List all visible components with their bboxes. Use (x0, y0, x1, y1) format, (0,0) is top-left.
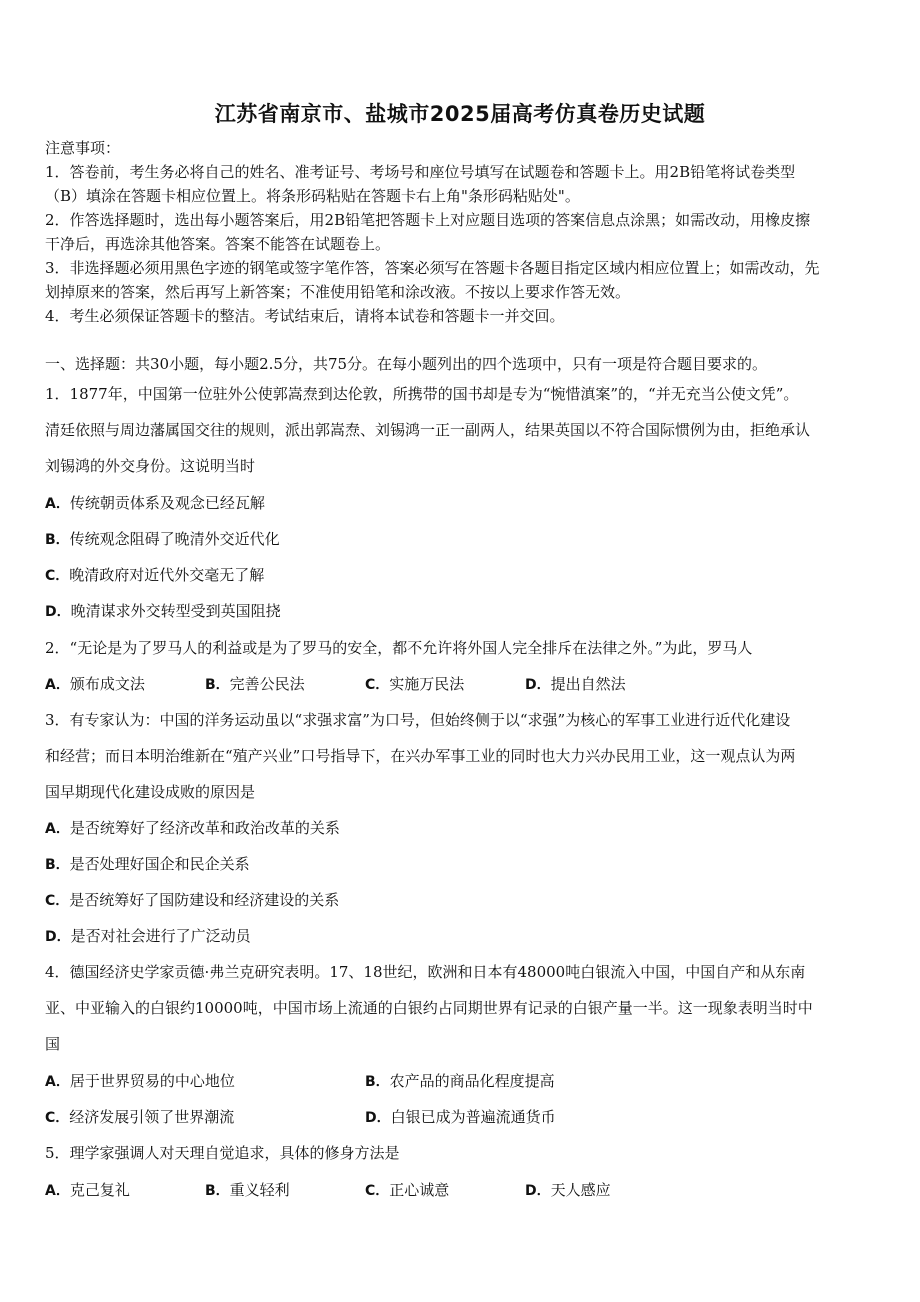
option-a[interactable] (45, 672, 145, 697)
option-c[interactable] (365, 1178, 449, 1203)
question-stem-line: 刘锡鸿的外交身份。这说明当时 (45, 457, 256, 475)
option-label: D． (525, 677, 551, 693)
option-text: 是否处理好国企和民企关系 (69, 855, 250, 873)
option-label: D． (365, 1110, 391, 1126)
option-d[interactable] (365, 1105, 556, 1130)
question-stem-line: 2．“无论是为了罗马人的利益或是为了罗马的安全，都不允许将外国人完全排斥在法律之外。”为此，罗马人 (45, 639, 753, 657)
option-text: 克己复礼 (69, 1181, 130, 1199)
option-text: 完善公民法 (229, 675, 305, 693)
option-label: C． (45, 1110, 70, 1126)
notes-line: 划掉原来的答案，然后再写上新答案；不准使用铅笔和涂改液。不按以上要求作答无效。 (45, 283, 631, 301)
option-label: A． (45, 821, 70, 837)
option-label: D． (45, 929, 71, 945)
notes-line: 4．考生必须保证答题卡的整洁。考试结束后，请将本试卷和答题卡一并交回。 (45, 307, 565, 325)
option-label: B． (45, 857, 70, 873)
option-text: 颁布成文法 (69, 675, 145, 693)
option-d[interactable] (525, 672, 626, 697)
option-text: 传统观念阻碍了晚清外交近代化 (69, 530, 280, 548)
question-stem-line: 5．理学家强调人对天理自觉追求，具体的修身方法是 (45, 1144, 400, 1162)
section-heading: 一、选择题：共30小题，每小题2.5分，共75分。在每小题列出的四个选项中，只有一项是符合题目要求的。 (45, 355, 768, 373)
option-text: 实施万民法 (389, 675, 465, 693)
option-text: 重义轻利 (229, 1181, 290, 1199)
notes-line: 干净后，再选涂其他答案。答案不能答在试题卷上。 (45, 235, 391, 253)
option-label: A． (45, 677, 70, 693)
option-label: B． (205, 677, 230, 693)
option-label: B． (205, 1183, 230, 1199)
option-c[interactable] (365, 672, 464, 697)
option-b[interactable] (205, 672, 305, 697)
option-c[interactable] (45, 563, 264, 588)
option-text: 提出自然法 (550, 675, 626, 693)
option-label: A． (45, 496, 70, 512)
options-row (45, 1105, 685, 1129)
option-label: C． (45, 568, 70, 584)
option-b[interactable] (365, 1069, 555, 1094)
option-label: C． (365, 1183, 390, 1199)
notes-heading: 注意事项： (45, 139, 121, 157)
options-row (45, 672, 685, 696)
notes-line: 2．作答选择题时，选出每小题答案后，用2B铅笔把答题卡上对应题目选项的答案信息点涂黑；如需改动，用橡皮擦 (45, 211, 811, 229)
question-stem-line: 国早期现代化建设成败的原因是 (45, 783, 256, 801)
option-label: A． (45, 1183, 70, 1199)
option-b[interactable] (205, 1178, 290, 1203)
option-d[interactable] (45, 924, 251, 949)
page-title: 江苏省南京市、盐城市2025届高考仿真卷历史试题 (214, 102, 706, 126)
option-text: 是否统筹好了经济改革和政治改革的关系 (69, 819, 340, 837)
option-label: B． (45, 532, 70, 548)
option-text: 传统朝贡体系及观念已经瓦解 (69, 494, 265, 512)
option-text: 农产品的商品化程度提高 (389, 1072, 555, 1090)
option-label: D． (525, 1183, 551, 1199)
option-a[interactable] (45, 1178, 130, 1203)
notes-line: 3．非选择题必须用黑色字迹的钢笔或签字笔作答，答案必须写在答题卡各题目指定区域内相应位置上；如需改动，先 (45, 259, 820, 277)
question-stem-line: 国 (45, 1035, 61, 1053)
option-text: 经济发展引领了世界潮流 (69, 1108, 235, 1126)
option-c[interactable] (45, 1105, 234, 1130)
option-b[interactable] (45, 527, 280, 552)
options-row (45, 1069, 685, 1093)
question-stem-line: 和经营；而日本明治维新在“殖产兴业”口号指导下，在兴办军事工业的同时也大力兴办民用工业，这一观点认为两 (45, 747, 796, 765)
notes-line: （B）填涂在答题卡相应位置上。将条形码粘贴在答题卡右上角"条形码粘贴处"。 (45, 187, 580, 205)
question-stem-line: 4．德国经济史学家贡德·弗兰克研究表明。17、18世纪，欧洲和日本有48000吨白银流入中国，中国自产和从东南 (45, 963, 806, 981)
option-text: 晚清政府对近代外交毫无了解 (69, 566, 265, 584)
option-d[interactable] (45, 599, 281, 624)
option-a[interactable] (45, 816, 340, 841)
question-stem-line: 1．1877年，中国第一位驻外公使郭嵩焘到达伦敦，所携带的国书却是专为“惋惜滇案”的，“并无充当公使文凭”。 (45, 385, 799, 403)
option-text: 天人感应 (550, 1181, 611, 1199)
option-a[interactable] (45, 491, 265, 516)
option-c[interactable] (45, 888, 339, 913)
option-label: B． (365, 1074, 390, 1090)
option-b[interactable] (45, 852, 250, 877)
question-stem-line: 3．有专家认为：中国的洋务运动虽以“求强求富”为口号，但始终侧于以“求强”为核心的军事工业进行近代化建设 (45, 711, 791, 729)
option-label: C． (45, 893, 70, 909)
option-text: 正心诚意 (389, 1181, 450, 1199)
option-label: C． (365, 677, 390, 693)
option-text: 居于世界贸易的中心地位 (69, 1072, 235, 1090)
option-text: 晚清谋求外交转型受到英国阻挠 (70, 602, 281, 620)
options-row (45, 1178, 685, 1202)
option-d[interactable] (525, 1178, 611, 1203)
option-label: A． (45, 1074, 70, 1090)
option-text: 是否对社会进行了广泛动员 (70, 927, 251, 945)
option-text: 白银已成为普遍流通货币 (390, 1108, 556, 1126)
option-a[interactable] (45, 1069, 235, 1094)
option-text: 是否统筹好了国防建设和经济建设的关系 (69, 891, 340, 909)
question-stem-line: 亚、中亚输入的白银约10000吨，中国市场上流通的白银约占同期世界有记录的白银产量一半。这一现象表明当时中 (45, 999, 813, 1017)
question-stem-line: 清廷依照与周边藩属国交往的规则，派出郭嵩焘、刘锡鸿一正一副两人，结果英国以不符合国际惯例为由，拒绝承认 (45, 421, 811, 439)
option-label: D． (45, 604, 71, 620)
notes-line: 1．答卷前，考生务必将自己的姓名、准考证号、考场号和座位号填写在试题卷和答题卡上。用2B铅笔将试卷类型 (45, 163, 796, 181)
